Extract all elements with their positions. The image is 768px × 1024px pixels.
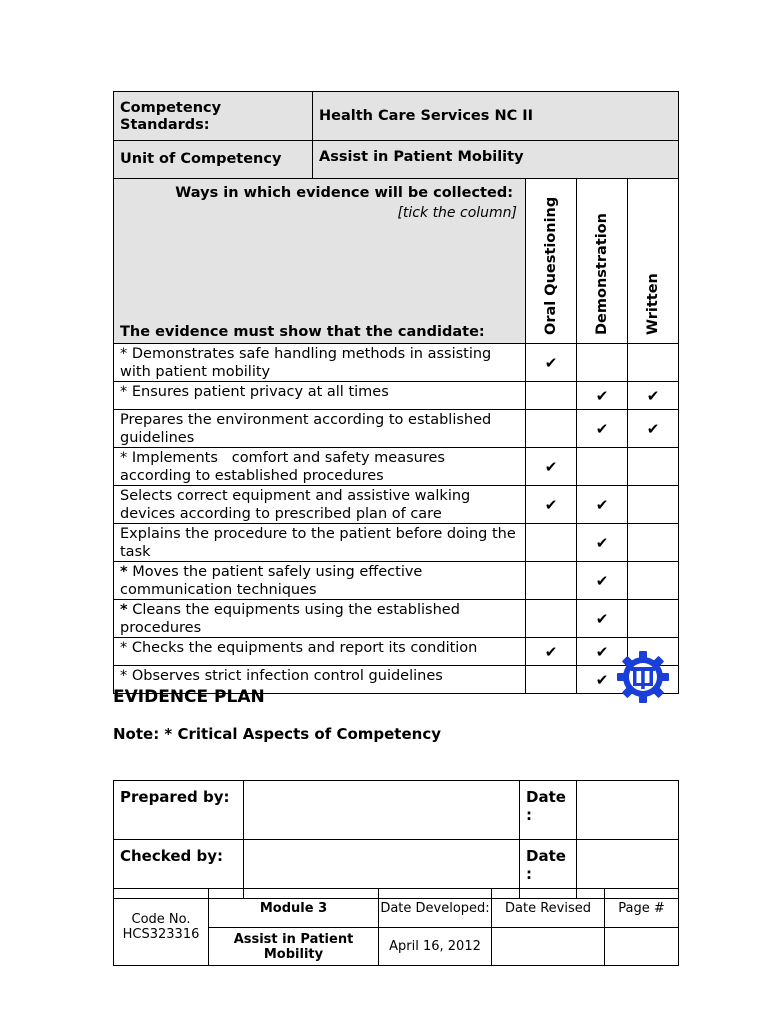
- date-developed-label: Date Developed:: [379, 889, 492, 928]
- tick-demonstration: ✔: [577, 562, 628, 600]
- criterion-text: Selects correct equipment and assistive walking devices according to prescribed plan of care: [114, 486, 526, 524]
- criteria-row: [114, 382, 679, 410]
- criteria-row: [114, 448, 679, 486]
- criteria-row: [114, 562, 679, 600]
- date-revised-label: Date Revised: [492, 889, 605, 928]
- tick-written: ✔: [628, 410, 679, 448]
- method-label: Written: [645, 273, 661, 335]
- tick-oral: [526, 524, 577, 562]
- criterion-text: Prepares the environment according to established guidelines: [114, 410, 526, 448]
- method-header-demonstration: [577, 179, 628, 344]
- unit-value: Assist in Patient Mobility: [313, 141, 679, 179]
- tick-written: [628, 448, 679, 486]
- tick-written: [628, 344, 679, 382]
- signoff-table: [113, 780, 679, 899]
- tick-oral: ✔: [526, 638, 577, 666]
- date-label: Date :: [520, 840, 577, 899]
- method-header-oral: [526, 179, 577, 344]
- tick-demonstration: ✔: [577, 638, 628, 666]
- criterion-text: Explains the procedure to the patient before doing the task: [114, 524, 526, 562]
- criteria-row: [114, 410, 679, 448]
- code-label: Code No.: [131, 912, 191, 927]
- tick-written: [628, 600, 679, 638]
- tick-oral: ✔: [526, 344, 577, 382]
- checked-by-label: Checked by:: [114, 840, 244, 899]
- criterion-text: * Cleans the equipments using the established procedures: [114, 600, 526, 638]
- evidence-methods-header: [114, 179, 526, 344]
- criterion-text: * Demonstrates safe handling methods in assisting with patient mobility: [114, 344, 526, 382]
- tick-written: [628, 486, 679, 524]
- criterion-text: * Observes strict infection control guidelines: [114, 666, 526, 694]
- tick-demonstration: ✔: [577, 600, 628, 638]
- tick-demonstration: ✔: [577, 486, 628, 524]
- competency-label: Competency Standards:: [114, 92, 313, 141]
- tick-oral: ✔: [526, 486, 577, 524]
- criteria-row: [114, 344, 679, 382]
- page-title: EVIDENCE PLAN: [113, 687, 265, 707]
- criterion-text: * Moves the patient safely using effective communication techniques: [114, 562, 526, 600]
- prepared-by-field[interactable]: [244, 781, 520, 840]
- tick-demonstration: ✔: [577, 410, 628, 448]
- criterion-text: * Ensures patient privacy at all times: [114, 382, 526, 410]
- criteria-row: [114, 638, 679, 666]
- criterion-text: * Implements comfort and safety measures according to established procedures: [114, 448, 526, 486]
- date-developed-value: April 16, 2012: [379, 928, 492, 966]
- candidate-label: The evidence must show that the candidate:: [120, 324, 485, 340]
- code-value: HCS323316: [122, 927, 200, 942]
- prepared-date-field[interactable]: [577, 781, 679, 840]
- criteria-row: [114, 524, 679, 562]
- prepared-by-label: Prepared by:: [114, 781, 244, 840]
- ways-subtitle: [tick the column]: [397, 205, 517, 221]
- tick-oral: [526, 382, 577, 410]
- tick-oral: [526, 600, 577, 638]
- page-number-value: [605, 928, 679, 966]
- tick-oral: [526, 666, 577, 694]
- tick-oral: [526, 410, 577, 448]
- critical-aspects-note: Note: * Critical Aspects of Competency: [113, 725, 441, 743]
- evidence-table: [113, 91, 679, 694]
- criteria-row: [114, 600, 679, 638]
- tesda-gear-logo-icon: [616, 650, 670, 704]
- module-number: Module 3: [209, 889, 379, 928]
- date-label: Date :: [520, 781, 577, 840]
- tick-demonstration: [577, 448, 628, 486]
- module-title: Assist in Patient Mobility: [209, 928, 379, 966]
- criteria-row: [114, 486, 679, 524]
- document-footer: [113, 888, 679, 966]
- method-label: Oral Questioning: [543, 196, 559, 335]
- method-header-written: [628, 179, 679, 344]
- tick-demonstration: ✔: [577, 524, 628, 562]
- page-number-label: Page #: [605, 889, 679, 928]
- tick-demonstration: ✔: [577, 382, 628, 410]
- criterion-text: * Checks the equipments and report its condition: [114, 638, 526, 666]
- method-label: Demonstration: [594, 213, 610, 335]
- ways-title: Ways in which evidence will be collected:: [175, 185, 513, 201]
- tick-written: [628, 524, 679, 562]
- unit-label: Unit of Competency: [114, 141, 313, 179]
- tick-oral: [526, 562, 577, 600]
- tick-written: ✔: [628, 382, 679, 410]
- tick-demonstration: ✔: [577, 666, 628, 694]
- tick-demonstration: [577, 344, 628, 382]
- tick-oral: ✔: [526, 448, 577, 486]
- code-number: [114, 889, 209, 966]
- competency-value: Health Care Services NC II: [313, 92, 679, 141]
- tick-written: [628, 562, 679, 600]
- date-revised-value: [492, 928, 605, 966]
